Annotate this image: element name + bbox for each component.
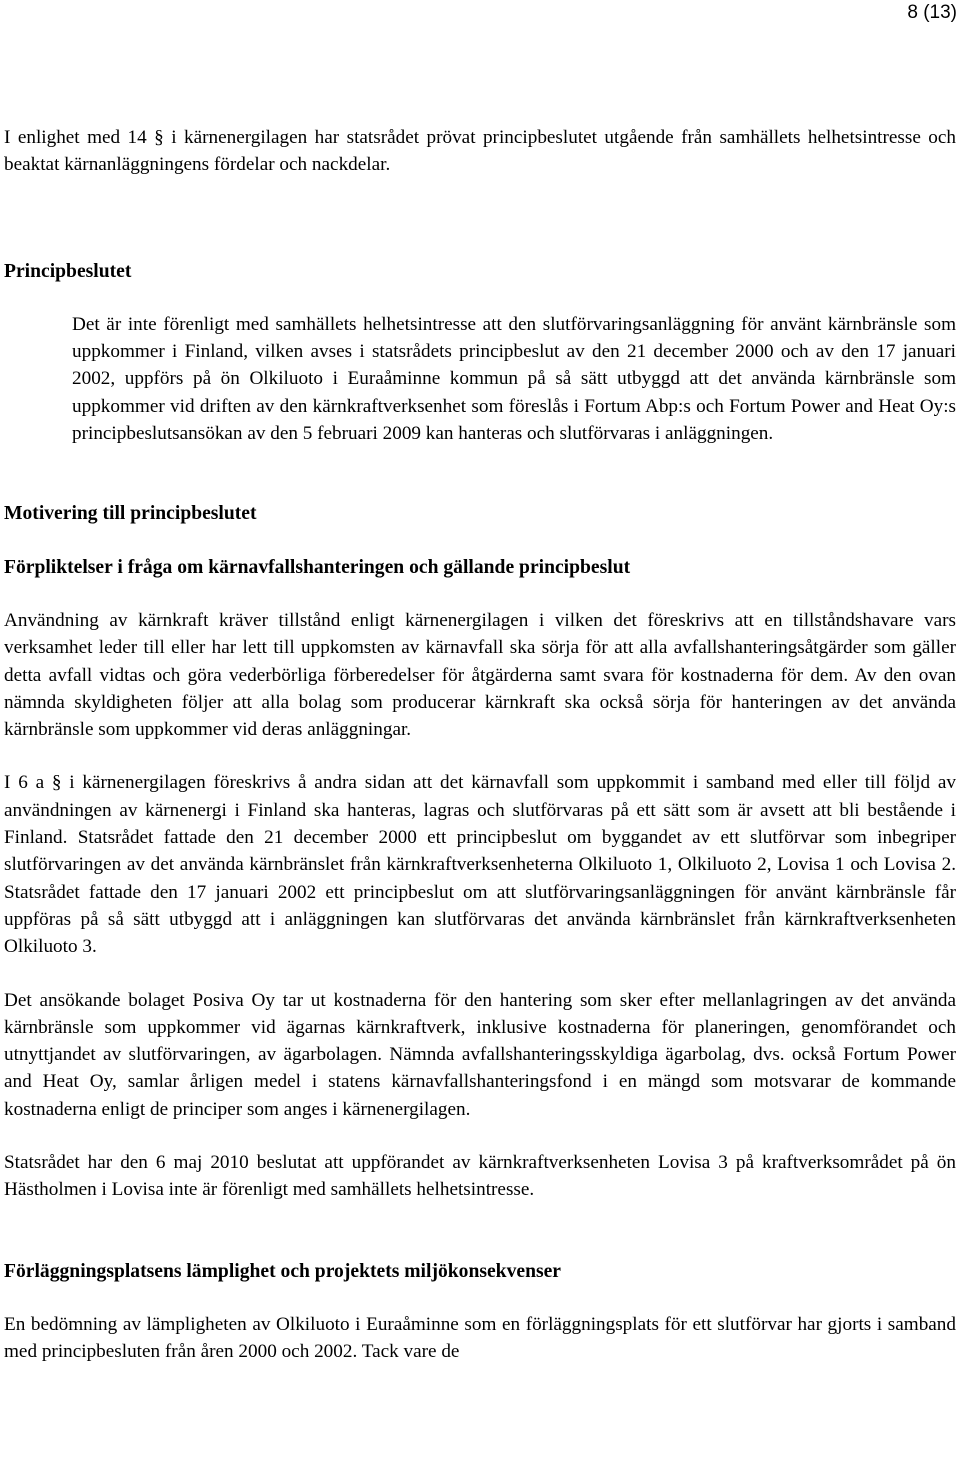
- forpliktelser-subheading: Förpliktelser i fråga om kärnavfallshanteringen och gällande principbeslut: [4, 556, 631, 578]
- intro-paragraph: I enlighet med 14 § i kärnenergilagen har statsrådet prövat principbeslutet utgående från samhällets helhetsintresse och beaktat kärnanläggningens fördelar och nackdelar.: [4, 127, 956, 176]
- body-paragraph: Användning av kärnkraft kräver tillstånd enligt kärnenergilagen i vilken det föreskrivs att en tillståndshavare vars verksamhet leder till eller har lett till uppkomsten av kärnavfall ska sörja för att alla avfallshanteringsåtgärder som gäller detta avfall vidtas och göra vederbörliga förberedelser för åtgärderna samt svara för kostnaderna för dem. Av den ovan nämnda skyldigheten följer att alla bolag som producerar kärnkraft ska också sörja för hanteringen av det använda kärnbränsle som uppkommer vid deras anläggningar.: [4, 609, 956, 741]
- body-paragraph: Statsrådet har den 6 maj 2010 beslutat att uppförandet av kärnkraftverksenheten Lovisa 3 på kraftverksområdet på ön Hästholmen i Lovisa inte är förenligt med samhällets helhetsintresse.: [4, 1152, 956, 1201]
- page-number: 8 (13): [907, 2, 957, 23]
- forlaggning-paragraph: En bedömning av lämpligheten av Olkiluoto i Euraåminne som en förläggningsplats för ett slutförvar har gjorts i samband med principbesluten från åren 2000 och 2002. Tack vare de: [4, 1313, 956, 1363]
- motivering-heading: Motivering till principbeslutet: [4, 503, 257, 525]
- document-body: [4, 124, 956, 1366]
- principbeslutet-paragraph: Det är inte förenligt med samhällets helhetsintresse att den slutförvaringsanläggning för använt kärnbränsle som uppkommer i Finland, vilken avses i statsrådets principbeslut av den 21 december 2000 och av den 17 januari 2002, uppförs på ön Olkiluoto i Euraåminne kommun på så sätt utbyggd att det använda kärnbränsle som uppkommer vid driften av den kärnkraftverksenhet som föreslås i Fortum Abp:s och Fortum Power and Heat Oy:s principbeslutsansökan av den 5 februari 2009 kan hanteras och slutförvaras i anläggningen.: [72, 313, 956, 445]
- body-paragraph: I 6 a § i kärnenergilagen föreskrivs å andra sidan att det kärnavfall som uppkommit i samband med eller till följd av användningen av kärnenergi i Finland ska hanteras, lagras och slutförvaras på ett sätt som är avsett att bli bestående i Finland. Statsrådet fattade den 21 december 2000 ett principbeslut om byggandet av ett slutförvar som inbegriper slutförvaringen av det använda kärnbränslet från kärnkraftverksenheterna Olkiluoto 1, Olkiluoto 2, Lovisa 1 och Lovisa 2. Statsrådet fattade den 17 januari 2002 ett principbeslut om att slutförvaringsanläggningen för använt kärnbränsle får uppföras på så sätt utbyggd att i anläggningen kan slutförvaras det använda kärnbränslet från kärnkraftverksenheten Olkiluoto 3.: [4, 772, 956, 958]
- principbeslutet-heading: Principbeslutet: [4, 260, 132, 282]
- body-paragraph: Det ansökande bolaget Posiva Oy tar ut kostnaderna för den hantering som sker efter mellanlagringen av det använda kärnbränsle som uppkommer vid ägarnas kärnkraftverk, inklusive kostnaderna för planeringen, genomförandet och utnyttjandet av slutförvaringen, av ägarbolagen. Nämnda avfallshanteringsskyldiga ägarbolag, dvs. också Fortum Power and Heat Oy, samlar årligen medel i statens kärnavfallshanteringsfond i en mängd som motsvarar de kommande kostnaderna enligt de principer som anges i kärnenergilagen.: [4, 989, 956, 1120]
- forlaggning-heading: Förläggningsplatsens lämplighet och projektets miljökonsekvenser: [4, 1260, 561, 1282]
